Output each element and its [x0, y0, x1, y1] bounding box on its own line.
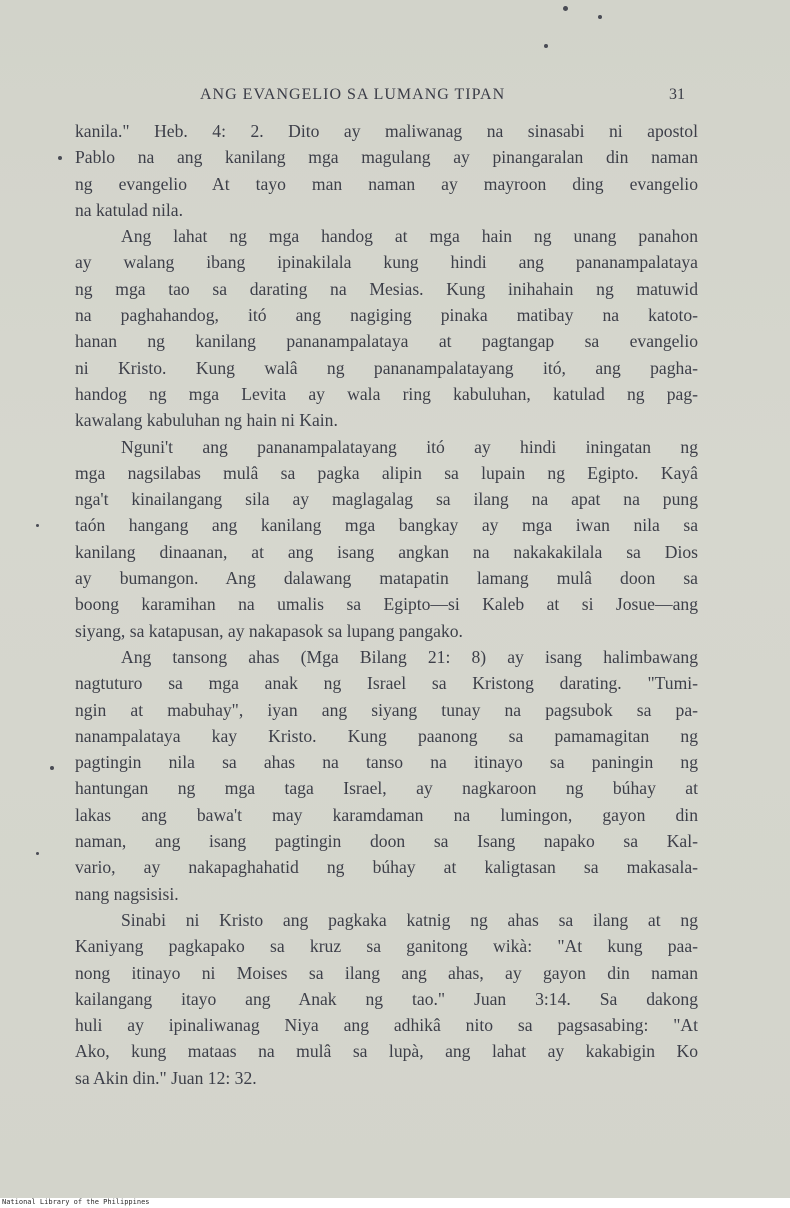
text-line: kanila." Heb. 4: 2. Dito ay maliwanag na sinasabi ni apostol	[75, 121, 698, 141]
text-line: ay walang ibang ipinakilala kung hindi ang pananampalataya	[75, 252, 698, 273]
text-line: Kaniyang pagkapako sa kruz sa ganitong wikà: "At kung paa-	[75, 936, 698, 957]
scan-speck	[544, 44, 548, 48]
text-line: nagtuturo sa mga anak ng Israel sa Kristong darating. "Tumi-	[75, 673, 698, 694]
text-line: kailangang itayo ang Anak ng tao." Juan 3:14. Sa dakong	[75, 988, 698, 1009]
body-text	[75, 118, 698, 1091]
text-line: Sinabi ni Kristo ang pagkaka katnig ng ahas sa ilang at ng	[121, 909, 698, 930]
text-line: na katulad nila.	[75, 199, 183, 220]
text-line: ng mga tao sa darating na Mesias. Kung inihahain ng matuwid	[75, 278, 698, 299]
text-line: hanan ng kanilang pananampalataya at pagtangap sa evangelio	[75, 331, 698, 352]
text-line: sa Akin din." Juan 12: 32.	[75, 1067, 257, 1088]
text-line: vario, ay nakapaghahatid ng búhay at kaligtasan sa makasala-	[75, 857, 698, 878]
text-line: na paghahandog, itó ang nagiging pinaka matibay na katoto-	[75, 305, 698, 326]
text-line: kawalang kabuluhan ng hain ni Kain.	[75, 410, 338, 431]
text-line: naman, ang isang pagtingin doon sa Isang napako sa Kal-	[75, 831, 698, 852]
text-line: nong itinayo ni Moises sa ilang ang ahas, ay gayon din naman	[75, 962, 698, 983]
text-line: handog ng mga Levita ay wala ring kabuluhan, katulad ng pag-	[75, 383, 698, 404]
text-line: boong karamihan na umalis sa Egipto—si Kaleb at si Josue—ang	[75, 594, 698, 615]
scan-speck	[50, 766, 54, 770]
text-line: siyang, sa katapusan, ay nakapasok sa lupang pangako.	[75, 620, 463, 641]
text-line: Ang lahat ng mga handog at mga hain ng unang panahon	[121, 226, 698, 247]
paragraph-3	[75, 434, 698, 644]
text-line: Nguni't ang pananampalatayang itó ay hindi iningatan ng	[121, 436, 698, 457]
paragraph-2	[75, 223, 698, 433]
paragraph-5	[75, 907, 698, 1091]
text-line: kanilang dinaanan, at ang isang angkan na nakakakilala sa Dios	[75, 541, 698, 562]
paragraph-1	[75, 118, 698, 223]
text-line: hantungan ng mga taga Israel, ay nagkaroon ng búhay at	[75, 778, 698, 799]
running-header	[75, 86, 685, 110]
text-line: lakas ang bawa't may karamdaman na lumingon, gayon din	[75, 804, 698, 825]
footer-credit: National Library of the Philippines	[2, 1198, 150, 1206]
scan-speck	[598, 15, 602, 19]
scan-speck	[563, 6, 568, 11]
text-line: mga nagsilabas mulâ sa pagka alipin sa lupain ng Egipto. Kayâ	[75, 462, 698, 483]
text-line: Ako, kung mataas na mulâ sa lupà, ang lahat ay kakabigin Ko	[75, 1041, 698, 1062]
paragraph-4	[75, 644, 698, 907]
text-line: ay bumangon. Ang dalawang matapatin lamang mulâ doon sa	[75, 568, 698, 589]
scan-speck	[36, 524, 39, 527]
text-line: Pablo na ang kanilang mga magulang ay pinangaralan din naman	[75, 147, 698, 168]
header-title: ANG EVANGELIO SA LUMANG TIPAN	[200, 86, 506, 103]
text-line: huli ay ipinaliwanag Niya ang adhikâ nito sa pagsasabing: "At	[75, 1015, 698, 1036]
scan-speck	[58, 156, 62, 160]
text-line: Ang tansong ahas (Mga Bilang 21: 8) ay isang halimbawang	[121, 646, 698, 667]
scan-speck	[36, 852, 39, 855]
text-line: ng evangelio At tayo man naman ay mayroon ding evangelio	[75, 173, 698, 194]
text-line: ngin at mabuhay", iyan ang siyang tunay na pagsubok sa pa-	[75, 699, 698, 720]
page-number: 31	[669, 86, 685, 103]
text-line: nanampalataya kay Kristo. Kung paanong sa pamamagitan ng	[75, 725, 698, 746]
text-line: ni Kristo. Kung walâ ng pananampalatayang itó, ang pagha-	[75, 357, 698, 378]
text-line: nga't kinailangang sila ay maglagalag sa ilang na apat na pung	[75, 489, 698, 510]
text-line: nang nagsisisi.	[75, 883, 179, 904]
text-line: taón hangang ang kanilang mga bangkay ay mga iwan nila sa	[75, 515, 698, 536]
text-line: pagtingin nila sa ahas na tanso na itinayo sa paningin ng	[75, 752, 698, 773]
